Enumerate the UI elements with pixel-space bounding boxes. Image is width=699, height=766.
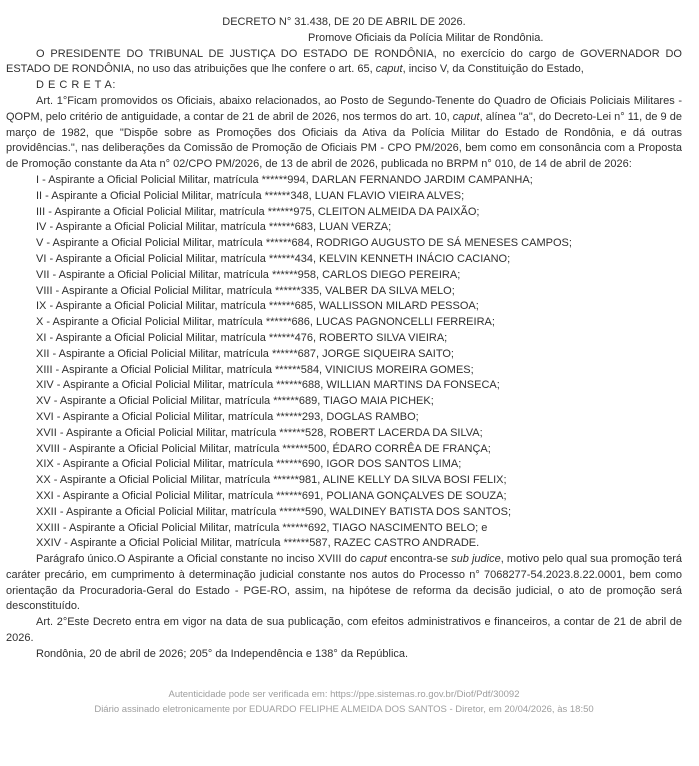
decree-item: XI - Aspirante a Oficial Policial Militar, matrícula ******476, ROBERTO SILVA VIEIRA; — [36, 331, 448, 344]
decree-item: VIII - Aspirante a Oficial Policial Militar, matrícula ******335, VALBER DA SILVA MELO; — [36, 284, 455, 297]
preamble-text-end: , inciso V, da Constituição do Estado, — [402, 63, 584, 76]
decree-item: III - Aspirante a Oficial Policial Militar, matrícula ******975, CLEITON ALMEIDA DA PAIXÃO; — [36, 205, 480, 218]
closing-date-line: Rondônia, 20 de abril de 2026; 205° da Independência e 138° da República. — [36, 647, 409, 660]
decree-item: XIV - Aspirante a Oficial Policial Militar, matrícula ******688, WILLIAN MARTINS DA FONSECA; — [36, 379, 500, 392]
decree-item: I - Aspirante a Oficial Policial Militar, matrícula ******994, DARLAN FERNANDO JARDIM CAMPANHA; — [36, 173, 533, 186]
decree-item: IX - Aspirante a Oficial Policial Militar, matrícula ******685, WALLISSON MILARD PESSOA; — [36, 300, 479, 313]
decree-preamble — [6, 47, 682, 79]
sole-paragraph — [6, 552, 682, 615]
decree-item: IV - Aspirante a Oficial Policial Militar, matrícula ******683, LUAN VERZA; — [36, 221, 392, 234]
decree-item: V - Aspirante a Oficial Policial Militar, matrícula ******684, RODRIGO AUGUSTO DE SÁ MENESES CAMPOS; — [36, 237, 572, 250]
preamble-italic-caput: caput — [375, 63, 403, 76]
decree-item: VI - Aspirante a Oficial Policial Militar, matrícula ******434, KELVIN KENNETH INÁCIO CACIANO; — [36, 252, 511, 265]
decree-item: XIII - Aspirante a Oficial Policial Militar, matrícula ******584, VINICIUS MOREIRA GOMES; — [36, 363, 474, 376]
article-1 — [6, 94, 682, 173]
decree-item: XXIV - Aspirante a Oficial Policial Militar, matrícula ******587, RAZEC CASTRO ANDRADE. — [36, 537, 480, 550]
article-1-italic-caput: caput — [452, 110, 480, 123]
sole-paragraph-italic-caput: caput — [359, 553, 387, 566]
sole-paragraph-text-mid: encontra-se — [386, 553, 452, 566]
decree-item: XV - Aspirante a Oficial Policial Militar, matrícula ******689, TIAGO MAIA PICHEK; — [36, 395, 434, 408]
decree-item: XXI - Aspirante a Oficial Policial Militar, matrícula ******691, POLIANA GONÇALVES DE SOUZA; — [36, 489, 507, 502]
sole-paragraph-italic-sub-judice: sub judice — [451, 553, 501, 566]
footer-authenticity-line: Autenticidade pode ser verificada em: https://ppe.sistemas.ro.gov.br/Diof/Pdf/30092 — [168, 688, 520, 700]
decree-item: XII - Aspirante a Oficial Policial Militar, matrícula ******687, JORGE SIQUEIRA SAITO; — [36, 347, 454, 360]
sole-paragraph-text: Parágrafo único.O Aspirante a Oficial constante no inciso XVIII do — [36, 553, 360, 566]
decree-ementa: Promove Oficiais da Polícia Militar de Rondônia. — [308, 31, 544, 44]
page-footer — [6, 687, 682, 717]
decree-title: DECRETO N° 31.438, DE 20 DE ABRIL DE 2026. — [222, 16, 466, 28]
decree-item: XXIII - Aspirante a Oficial Policial Militar, matrícula ******692, TIAGO NASCIMENTO BELO; e — [36, 521, 488, 534]
decree-item: II - Aspirante a Oficial Policial Militar, matrícula ******348, LUAN FLAVIO VIEIRA ALVES; — [36, 189, 465, 202]
decreta-heading: D E C R E T A: — [36, 79, 116, 92]
decree-item: XVII - Aspirante a Oficial Policial Militar, matrícula ******528, ROBERT LACERDA DA SILVA; — [36, 426, 483, 439]
decree-item: XX - Aspirante a Oficial Policial Militar, matrícula ******981, ALINE KELLY DA SILVA BOSI FELIX; — [36, 474, 507, 487]
preamble-text: O PRESIDENTE DO TRIBUNAL DE JUSTIÇA DO ESTADO DE RONDÔNIA, no exercício do cargo de GOVERNADOR DO ESTADO DE RONDÔNIA, no uso das atribuições que lhe confere o art. 65, — [6, 47, 682, 76]
decree-item: XIX - Aspirante a Oficial Policial Militar, matrícula ******690, IGOR DOS SANTOS LIMA; — [36, 458, 462, 471]
decree-item: X - Aspirante a Oficial Policial Militar, matrícula ******686, LUCAS PAGNONCELLI FERREIRA; — [36, 316, 495, 329]
decree-item: XVIII - Aspirante a Oficial Policial Militar, matrícula ******500, ÉDARO CORRÊA DE FRANÇA; — [36, 442, 491, 455]
decree-item: VII - Aspirante a Oficial Policial Militar, matrícula ******958, CARLOS DIEGO PEREIRA; — [36, 268, 461, 281]
decree-item: XVI - Aspirante a Oficial Policial Militar, matrícula ******293, DOGLAS RAMBO; — [36, 410, 419, 423]
article-1-text: Art. 1°Ficam promovidos os Oficiais, abaixo relacionados, ao Posto de Segundo-Tenente do Quadro de Oficiais Policiais Militares - QOPM, pelo critério de antiguidade, a contar de 21 de abril de 2026, nos termos do art. 10, — [6, 94, 682, 123]
article-2: Art. 2°Este Decreto entra em vigor na data de sua publicação, com efeitos administrativos e financeiros, a contar de 21 de abril de 2026. — [6, 616, 682, 645]
footer-signature-line: Diário assinado eletronicamente por EDUARDO FELIPHE ALMEIDA DOS SANTOS - Diretor, em 20/04/2026, às 18:50 — [94, 703, 594, 715]
sole-paragraph-text-end: , motivo pelo qual sua promoção terá caráter precário, em cumprimento à determinação judicial constante nos autos do Processo n° 7068277-54.2023.8.22.0001, bem como orientação da Procuradoria-Geral do Estado - PGE-RO, assim, na hipótese de reforma da decisão judicial, o ato de promoção será desconstituído. — [6, 553, 682, 613]
promotion-list — [6, 173, 682, 552]
article-1-text-end: , alínea "a", do Decreto-Lei n° 11, de 9 de março de 1982, que "Dispõe sobre as Promoções dos Oficiais da Ativa da Polícia Militar do Estado de Rondônia, e dá outras providências.", nas deliberações da Comissão de Promoção de Oficiais PM - CPO PM/2026, bem como em consonância com a Proposta de Promoção constante da Ata n° 02/CPO PM/2026, de 13 de abril de 2026, publicada no BRPM n° 010, de 14 de abril de 2026: — [6, 110, 682, 171]
decree-item: XXII - Aspirante a Oficial Policial Militar, matrícula ******590, WALDINEY BATISTA DOS SANTOS; — [36, 505, 511, 518]
